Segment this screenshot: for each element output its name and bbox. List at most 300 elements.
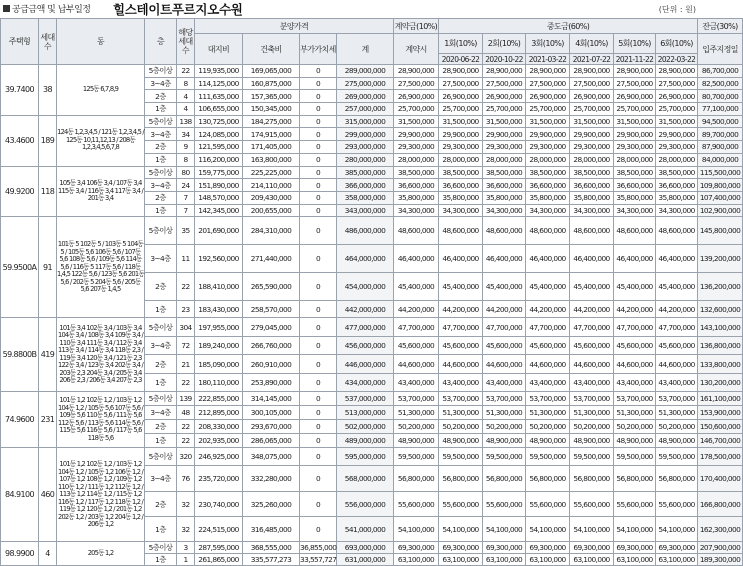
middle-payment-cell: 34,300,000 <box>483 204 526 217</box>
land-price-cell: 151,890,000 <box>195 179 243 192</box>
floor-households-cell: 48 <box>177 406 195 420</box>
dong-list-cell: 101동 3,4 102동 3,4 / 103동 3,4 104동 3,4 / 108동 3,4 109동 3,4 / 110동 3,4 111동 3,4 / 112동 3,4 113동 3,4 / 114동 3,4 118동 2,3 / 119동 3,4 120동 3,4 / 121동 2,3 122동 3,4 / 123동 3,4 202동 3,4 / 203동 2,3 204동 3,4 / 205동 3,4 206동 2,3 / 206동 3,4 207동 2,3 <box>57 318 145 392</box>
middle-payment-cell: 63,100,000 <box>656 554 698 566</box>
total-price-cell: 513,000,000 <box>337 406 394 420</box>
floor-cell: 3~4층 <box>145 179 177 192</box>
contract-cell: 51,300,000 <box>394 406 439 420</box>
middle-payment-cell: 36,600,000 <box>526 179 570 192</box>
land-price-cell: 188,410,000 <box>195 273 243 301</box>
middle-payment-cell: 29,900,000 <box>656 128 698 141</box>
floor-households-cell: 4 <box>177 90 195 103</box>
balance-cell: 77,100,000 <box>698 103 743 116</box>
col-installment-1: 1회(10%) <box>439 34 483 54</box>
middle-payment-cell: 27,500,000 <box>439 77 483 90</box>
middle-payment-cell: 26,900,000 <box>570 90 614 103</box>
building-price-cell: 225,225,000 <box>243 166 300 179</box>
middle-payment-cell: 36,600,000 <box>614 179 656 192</box>
middle-payment-cell: 53,700,000 <box>439 392 483 406</box>
floor-households-cell: 32 <box>177 517 195 542</box>
middle-payment-cell: 53,700,000 <box>656 392 698 406</box>
middle-payment-cell: 31,500,000 <box>656 115 698 128</box>
balance-cell: 132,600,000 <box>698 301 743 318</box>
balance-cell: 136,200,000 <box>698 273 743 301</box>
floor-cell: 3~4층 <box>145 406 177 420</box>
middle-payment-cell: 69,300,000 <box>526 542 570 554</box>
balance-cell: 82,500,000 <box>698 77 743 90</box>
middle-payment-cell: 25,700,000 <box>656 103 698 116</box>
total-price-cell: 293,000,000 <box>337 141 394 154</box>
middle-payment-cell: 35,800,000 <box>526 191 570 204</box>
col-total: 계 <box>337 34 394 65</box>
land-price-cell: 159,775,000 <box>195 166 243 179</box>
middle-payment-cell: 34,300,000 <box>439 204 483 217</box>
dong-list-cell: 124동 1,2,3,4,5 / 121동 1,2,3,4,5 / 125동 10,11,12,13 / 208동 1,2,3,4,5,6,7,8 <box>57 115 145 166</box>
middle-payment-cell: 29,300,000 <box>614 141 656 154</box>
col-date-3: 2021-03-22 <box>526 54 570 65</box>
building-price-cell: 286,065,000 <box>243 434 300 448</box>
middle-payment-cell: 43,400,000 <box>526 373 570 392</box>
middle-payment-cell: 28,000,000 <box>526 153 570 166</box>
floor-cell: 3~4층 <box>145 466 177 492</box>
middle-payment-cell: 69,300,000 <box>439 542 483 554</box>
contract-cell: 56,800,000 <box>394 466 439 492</box>
middle-payment-cell: 44,200,000 <box>570 301 614 318</box>
middle-payment-cell: 25,700,000 <box>526 103 570 116</box>
contract-cell: 35,800,000 <box>394 191 439 204</box>
bullet-square-icon <box>3 5 10 12</box>
building-price-cell: 265,590,000 <box>243 273 300 301</box>
balance-cell: 166,800,000 <box>698 492 743 517</box>
middle-payment-cell: 44,200,000 <box>614 301 656 318</box>
floor-cell: 3~4층 <box>145 77 177 90</box>
middle-payment-cell: 43,400,000 <box>656 373 698 392</box>
land-price-cell: 114,125,000 <box>195 77 243 90</box>
middle-payment-cell: 43,400,000 <box>439 373 483 392</box>
contract-cell: 47,700,000 <box>394 318 439 337</box>
middle-payment-cell: 51,300,000 <box>483 406 526 420</box>
households-cell: 231 <box>39 392 57 448</box>
unit-type-cell: 59.8800B <box>1 318 39 392</box>
vat-cell: 0 <box>300 153 337 166</box>
vat-cell: 0 <box>300 217 337 245</box>
middle-payment-cell: 34,300,000 <box>526 204 570 217</box>
contract-cell: 54,100,000 <box>394 517 439 542</box>
land-price-cell: 189,240,000 <box>195 336 243 355</box>
middle-payment-cell: 26,900,000 <box>439 90 483 103</box>
middle-payment-cell: 31,500,000 <box>570 115 614 128</box>
building-price-cell: 284,310,000 <box>243 217 300 245</box>
unit-type-cell: 74.9600 <box>1 392 39 448</box>
middle-payment-cell: 45,400,000 <box>614 273 656 301</box>
floor-cell: 1층 <box>145 434 177 448</box>
balance-cell: 115,500,000 <box>698 166 743 179</box>
middle-payment-cell: 51,300,000 <box>614 406 656 420</box>
middle-payment-cell: 44,600,000 <box>614 355 656 374</box>
middle-payment-cell: 45,600,000 <box>526 336 570 355</box>
floor-cell: 2층 <box>145 420 177 434</box>
middle-payment-cell: 28,900,000 <box>526 65 570 78</box>
floor-households-cell: 8 <box>177 153 195 166</box>
floor-cell: 5층이상 <box>145 115 177 128</box>
middle-payment-cell: 55,600,000 <box>483 492 526 517</box>
floor-cell: 1층 <box>145 554 177 566</box>
vat-cell: 0 <box>300 466 337 492</box>
contract-cell: 53,700,000 <box>394 392 439 406</box>
land-price-cell: 208,330,000 <box>195 420 243 434</box>
floor-cell: 2층 <box>145 141 177 154</box>
middle-payment-cell: 46,400,000 <box>614 245 656 273</box>
middle-payment-cell: 51,300,000 <box>439 406 483 420</box>
middle-payment-cell: 45,400,000 <box>656 273 698 301</box>
balance-cell: 178,500,000 <box>698 448 743 466</box>
building-price-cell: 163,800,000 <box>243 153 300 166</box>
table-row <box>1 115 743 128</box>
balance-cell: 145,800,000 <box>698 217 743 245</box>
middle-payment-cell: 47,700,000 <box>439 318 483 337</box>
contract-cell: 45,600,000 <box>394 336 439 355</box>
middle-payment-cell: 29,900,000 <box>483 128 526 141</box>
floor-cell: 2층 <box>145 90 177 103</box>
middle-payment-cell: 45,400,000 <box>483 273 526 301</box>
middle-payment-cell: 36,600,000 <box>439 179 483 192</box>
floor-households-cell: 7 <box>177 191 195 204</box>
unit-type-cell: 59.9500A <box>1 217 39 318</box>
middle-payment-cell: 29,900,000 <box>526 128 570 141</box>
balance-cell: 162,300,000 <box>698 517 743 542</box>
col-group-balance: 잔금(30%) <box>698 19 743 34</box>
households-cell: 91 <box>39 217 57 318</box>
middle-payment-cell: 63,100,000 <box>614 554 656 566</box>
building-price-cell: 279,045,000 <box>243 318 300 337</box>
balance-cell: 107,400,000 <box>698 191 743 204</box>
middle-payment-cell: 48,900,000 <box>526 434 570 448</box>
middle-payment-cell: 69,300,000 <box>570 542 614 554</box>
middle-payment-cell: 54,100,000 <box>483 517 526 542</box>
col-floor: 층 <box>145 19 177 65</box>
page-header <box>0 0 700 18</box>
land-price-cell: 230,740,000 <box>195 492 243 517</box>
middle-payment-cell: 59,500,000 <box>439 448 483 466</box>
building-price-cell: 169,065,000 <box>243 65 300 78</box>
balance-cell: 189,300,000 <box>698 554 743 566</box>
middle-payment-cell: 44,600,000 <box>656 355 698 374</box>
vat-cell: 0 <box>300 115 337 128</box>
balance-cell: 143,100,000 <box>698 318 743 337</box>
vat-cell: 0 <box>300 191 337 204</box>
middle-payment-cell: 43,400,000 <box>483 373 526 392</box>
middle-payment-cell: 28,000,000 <box>656 153 698 166</box>
floor-cell: 5층이상 <box>145 392 177 406</box>
middle-payment-cell: 29,900,000 <box>439 128 483 141</box>
total-price-cell: 454,000,000 <box>337 273 394 301</box>
total-price-cell: 631,000,000 <box>337 554 394 566</box>
floor-cell: 1층 <box>145 373 177 392</box>
floor-cell: 5층이상 <box>145 65 177 78</box>
land-price-cell: 106,655,000 <box>195 103 243 116</box>
total-price-cell: 489,000,000 <box>337 434 394 448</box>
middle-payment-cell: 48,900,000 <box>570 434 614 448</box>
households-cell: 189 <box>39 115 57 166</box>
col-installment-5: 5회(10%) <box>614 34 656 54</box>
middle-payment-cell: 25,700,000 <box>570 103 614 116</box>
building-price-cell: 150,345,000 <box>243 103 300 116</box>
middle-payment-cell: 51,300,000 <box>570 406 614 420</box>
middle-payment-cell: 50,200,000 <box>439 420 483 434</box>
floor-households-cell: 9 <box>177 141 195 154</box>
middle-payment-cell: 53,700,000 <box>526 392 570 406</box>
land-price-cell: 222,855,000 <box>195 392 243 406</box>
contract-cell: 29,900,000 <box>394 128 439 141</box>
middle-payment-cell: 59,500,000 <box>656 448 698 466</box>
vat-cell: 0 <box>300 179 337 192</box>
middle-payment-cell: 44,600,000 <box>439 355 483 374</box>
col-floor-households: 해당세대수 <box>177 19 195 65</box>
floor-households-cell: 4 <box>177 103 195 116</box>
middle-payment-cell: 56,800,000 <box>483 466 526 492</box>
floor-households-cell: 7 <box>177 204 195 217</box>
balance-cell: 136,800,000 <box>698 336 743 355</box>
floor-households-cell: 32 <box>177 492 195 517</box>
total-price-cell: 446,000,000 <box>337 355 394 374</box>
col-households: 세대수 <box>39 19 57 65</box>
middle-payment-cell: 28,000,000 <box>439 153 483 166</box>
balance-cell: 102,900,000 <box>698 204 743 217</box>
balance-cell: 87,900,000 <box>698 141 743 154</box>
floor-cell: 3~4층 <box>145 245 177 273</box>
middle-payment-cell: 31,500,000 <box>526 115 570 128</box>
col-installment-4: 4회(10%) <box>570 34 614 54</box>
balance-cell: 207,900,000 <box>698 542 743 554</box>
land-price-cell: 246,925,000 <box>195 448 243 466</box>
contract-cell: 48,900,000 <box>394 434 439 448</box>
vat-cell: 0 <box>300 141 337 154</box>
middle-payment-cell: 27,500,000 <box>526 77 570 90</box>
land-price-cell: 183,430,000 <box>195 301 243 318</box>
middle-payment-cell: 48,600,000 <box>439 217 483 245</box>
contract-cell: 46,400,000 <box>394 245 439 273</box>
land-price-cell: 212,895,000 <box>195 406 243 420</box>
contract-cell: 59,500,000 <box>394 448 439 466</box>
middle-payment-cell: 29,300,000 <box>439 141 483 154</box>
floor-cell: 2층 <box>145 191 177 204</box>
middle-payment-cell: 31,500,000 <box>614 115 656 128</box>
total-price-cell: 556,000,000 <box>337 492 394 517</box>
middle-payment-cell: 69,300,000 <box>656 542 698 554</box>
middle-payment-cell: 56,800,000 <box>439 466 483 492</box>
total-price-cell: 477,000,000 <box>337 318 394 337</box>
middle-payment-cell: 26,900,000 <box>483 90 526 103</box>
building-price-cell: 214,110,000 <box>243 179 300 192</box>
middle-payment-cell: 45,600,000 <box>614 336 656 355</box>
vat-cell: 36,855,000 <box>300 543 337 553</box>
col-type: 주택형 <box>1 19 39 65</box>
total-price-cell: 343,000,000 <box>337 204 394 217</box>
contract-cell: 28,900,000 <box>394 65 439 78</box>
dong-list-cell: 101동 5 102동 5 / 103동 5 104동 5 / 105동 5,6 106동 5,6 / 107동 5,6 108동 5,6 / 109동 5,6 114동 5,6 / 116동 5 117동 5,6 / 118동 1,4,5 122동 5,6 / 123동 5,6 201동 5,6 / 202동 5 204동 5,6 / 205동 5,6 207동 1,4,5 <box>57 217 145 318</box>
middle-payment-cell: 45,400,000 <box>526 273 570 301</box>
middle-payment-cell: 47,700,000 <box>526 318 570 337</box>
table-row <box>1 448 743 466</box>
total-price-cell: 568,000,000 <box>337 466 394 492</box>
unit-type-cell: 39.7400 <box>1 65 39 116</box>
building-price-cell: 332,280,000 <box>243 466 300 492</box>
col-date-5: 2021-11-22 <box>614 54 656 65</box>
total-price-cell: 541,000,000 <box>337 517 394 542</box>
unit-type-cell: 43.4600 <box>1 115 39 166</box>
middle-payment-cell: 46,400,000 <box>526 245 570 273</box>
contract-cell: 29,300,000 <box>394 141 439 154</box>
col-installment-6: 6회(10%) <box>656 34 698 54</box>
floor-households-cell: 21 <box>177 355 195 374</box>
building-price-cell: 325,260,000 <box>243 492 300 517</box>
middle-payment-cell: 55,600,000 <box>439 492 483 517</box>
middle-payment-cell: 28,000,000 <box>570 153 614 166</box>
vat-cell: 0 <box>300 273 337 301</box>
middle-payment-cell: 63,100,000 <box>439 554 483 566</box>
total-price-cell: 358,000,000 <box>337 191 394 204</box>
land-price-cell: 224,515,000 <box>195 517 243 542</box>
middle-payment-cell: 38,500,000 <box>656 166 698 179</box>
balance-cell: 84,000,000 <box>698 153 743 166</box>
floor-cell: 1층 <box>145 103 177 116</box>
balance-cell: 86,700,000 <box>698 65 743 78</box>
middle-payment-cell: 53,700,000 <box>614 392 656 406</box>
building-price-cell: 260,910,000 <box>243 355 300 374</box>
floor-cell: 3~4층 <box>145 336 177 355</box>
col-installment-2: 2회(10%) <box>483 34 526 54</box>
floor-cell: 5층이상 <box>145 166 177 179</box>
middle-payment-cell: 26,900,000 <box>656 90 698 103</box>
total-price-cell: 693,000,000 <box>337 542 394 554</box>
middle-payment-cell: 55,600,000 <box>570 492 614 517</box>
middle-payment-cell: 53,700,000 <box>570 392 614 406</box>
households-cell: 4 <box>39 542 57 566</box>
middle-payment-cell: 44,600,000 <box>570 355 614 374</box>
balance-cell: 133,800,000 <box>698 355 743 374</box>
middle-payment-cell: 54,100,000 <box>439 517 483 542</box>
vat-cell: 0 <box>300 103 337 116</box>
page-title: 힐스테이트푸르지오수원 <box>113 2 243 17</box>
middle-payment-cell: 44,200,000 <box>526 301 570 318</box>
middle-payment-cell: 27,500,000 <box>570 77 614 90</box>
floor-cell: 5층이상 <box>145 542 177 554</box>
floor-cell: 1층 <box>145 517 177 542</box>
floor-households-cell: 24 <box>177 179 195 192</box>
floor-households-cell: 304 <box>177 318 195 337</box>
total-price-cell: 366,000,000 <box>337 179 394 192</box>
floor-households-cell: 22 <box>177 420 195 434</box>
dong-list-cell: 105동 3,4 106동 3,4 / 107동 3,4 115동 3,4 / 116동 3,4 117동 3,4 / 201동 3,4 <box>57 166 145 217</box>
land-price-cell: 124,085,000 <box>195 128 243 141</box>
middle-payment-cell: 45,600,000 <box>483 336 526 355</box>
middle-payment-cell: 31,500,000 <box>483 115 526 128</box>
col-date-6: 2022-03-22 <box>656 54 698 65</box>
table-row <box>1 542 743 554</box>
vat-cell: 0 <box>300 128 337 141</box>
floor-households-cell: 80 <box>177 166 195 179</box>
balance-cell: 80,700,000 <box>698 90 743 103</box>
balance-cell: 170,400,000 <box>698 466 743 492</box>
table-row <box>1 217 743 245</box>
middle-payment-cell: 27,500,000 <box>656 77 698 90</box>
households-cell: 118 <box>39 166 57 217</box>
contract-cell: 63,100,000 <box>394 554 439 566</box>
building-price-cell: 174,915,000 <box>243 128 300 141</box>
total-price-cell: 299,000,000 <box>337 128 394 141</box>
total-price-cell: 280,000,000 <box>337 153 394 166</box>
vat-cell: 0 <box>300 65 337 78</box>
middle-payment-cell: 56,800,000 <box>656 466 698 492</box>
middle-payment-cell: 43,400,000 <box>614 373 656 392</box>
col-date-4: 2021-07-22 <box>570 54 614 65</box>
building-price-cell: 266,760,000 <box>243 336 300 355</box>
households-cell: 419 <box>39 318 57 392</box>
middle-payment-cell: 54,100,000 <box>526 517 570 542</box>
middle-payment-cell: 45,400,000 <box>570 273 614 301</box>
dong-list-cell: 125동 6,7,8,9 <box>57 65 145 116</box>
col-installment-3: 3회(10%) <box>526 34 570 54</box>
vat-cell: 0 <box>300 434 337 448</box>
floor-households-cell: 22 <box>177 373 195 392</box>
floor-cell: 5층이상 <box>145 448 177 466</box>
land-price-cell: 185,090,000 <box>195 355 243 374</box>
floor-cell: 5층이상 <box>145 217 177 245</box>
building-price-cell: 271,440,000 <box>243 245 300 273</box>
middle-payment-cell: 35,800,000 <box>483 191 526 204</box>
vat-cell: 0 <box>300 77 337 90</box>
middle-payment-cell: 59,500,000 <box>483 448 526 466</box>
middle-payment-cell: 48,600,000 <box>483 217 526 245</box>
floor-households-cell: 320 <box>177 448 195 466</box>
middle-payment-cell: 48,600,000 <box>570 217 614 245</box>
land-price-cell: 148,570,000 <box>195 191 243 204</box>
middle-payment-cell: 25,700,000 <box>614 103 656 116</box>
balance-cell: 109,800,000 <box>698 179 743 192</box>
vat-cell: 0 <box>300 420 337 434</box>
middle-payment-cell: 48,900,000 <box>614 434 656 448</box>
middle-payment-cell: 50,200,000 <box>614 420 656 434</box>
contract-cell: 48,600,000 <box>394 217 439 245</box>
middle-payment-cell: 28,000,000 <box>483 153 526 166</box>
middle-payment-cell: 34,300,000 <box>656 204 698 217</box>
middle-payment-cell: 69,300,000 <box>614 542 656 554</box>
balance-cell: 94,500,000 <box>698 115 743 128</box>
middle-payment-cell: 25,700,000 <box>439 103 483 116</box>
building-price-cell: 293,670,000 <box>243 420 300 434</box>
middle-payment-cell: 59,500,000 <box>614 448 656 466</box>
balance-cell: 89,700,000 <box>698 128 743 141</box>
middle-payment-cell: 28,900,000 <box>439 65 483 78</box>
middle-payment-cell: 44,600,000 <box>526 355 570 374</box>
vat-cell: 0 <box>300 166 337 179</box>
building-price-cell: 171,405,000 <box>243 141 300 154</box>
contract-cell: 27,500,000 <box>394 77 439 90</box>
middle-payment-cell: 38,500,000 <box>526 166 570 179</box>
vat-cell: 0 <box>300 517 337 542</box>
land-price-cell: 180,110,000 <box>195 373 243 392</box>
floor-households-cell: 72 <box>177 336 195 355</box>
section-label: 공급금액 및 납부일정 <box>12 5 91 15</box>
middle-payment-cell: 26,900,000 <box>614 90 656 103</box>
col-date-1: 2020-06-22 <box>439 54 483 65</box>
middle-payment-cell: 55,600,000 <box>526 492 570 517</box>
total-price-cell: 456,000,000 <box>337 336 394 355</box>
floor-households-cell: 8 <box>177 77 195 90</box>
land-price-cell: 197,955,000 <box>195 318 243 337</box>
middle-payment-cell: 48,900,000 <box>656 434 698 448</box>
land-price-cell: 119,935,000 <box>195 65 243 78</box>
floor-households-cell: 23 <box>177 301 195 318</box>
